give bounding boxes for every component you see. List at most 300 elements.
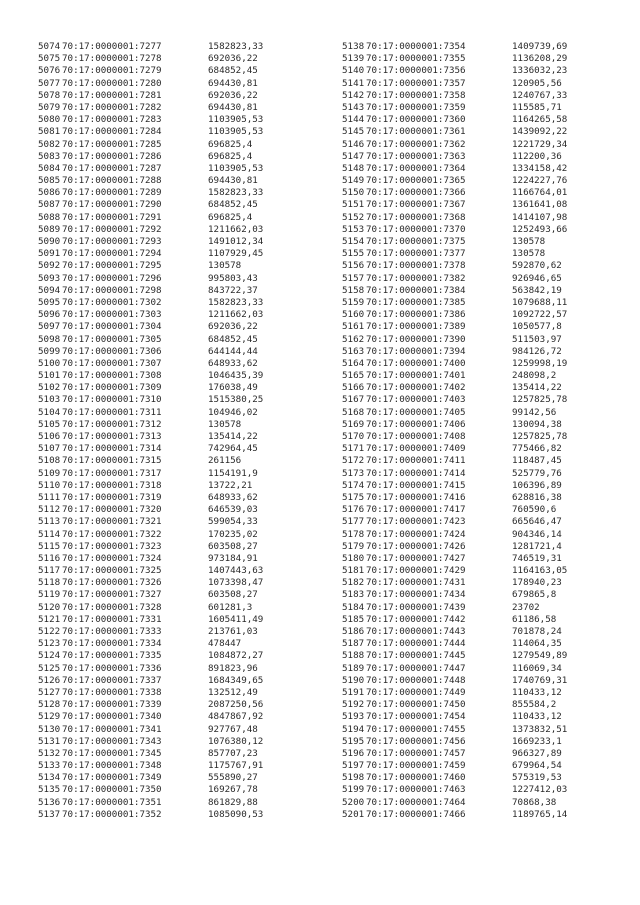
cadastral-number: 70:17:0000001:7336 bbox=[62, 662, 162, 674]
cadastral-value: 599054,33 bbox=[208, 516, 258, 528]
row-number: 5128 bbox=[38, 699, 61, 711]
cadastral-number: 70:17:0000001:7460 bbox=[366, 772, 466, 784]
cadastral-number: 70:17:0000001:7442 bbox=[366, 613, 466, 625]
row-number: 5183 bbox=[342, 589, 365, 601]
cadastral-value: 248098,2 bbox=[512, 370, 557, 382]
row-number: 5108 bbox=[38, 455, 61, 467]
row-number: 5184 bbox=[342, 601, 365, 613]
row-number: 5100 bbox=[38, 357, 61, 369]
table-row bbox=[342, 163, 567, 175]
table-row bbox=[342, 382, 567, 394]
table-row bbox=[38, 321, 263, 333]
row-number: 5190 bbox=[342, 674, 365, 686]
cadastral-number: 70:17:0000001:7277 bbox=[62, 41, 162, 52]
table-row bbox=[342, 187, 567, 199]
table-row bbox=[38, 687, 263, 699]
cadastral-number: 70:17:0000001:7464 bbox=[366, 796, 466, 808]
row-number: 5081 bbox=[38, 126, 61, 138]
cadastral-value: 1257825,78 bbox=[512, 431, 568, 442]
cadastral-number: 70:17:0000001:7283 bbox=[62, 114, 162, 126]
cadastral-value: 110433,12 bbox=[512, 711, 562, 723]
table-row bbox=[342, 346, 567, 358]
cadastral-value: 1154191,9 bbox=[208, 467, 258, 479]
table-row bbox=[38, 553, 263, 565]
table-row bbox=[38, 797, 263, 809]
cadastral-value: 1407443,63 bbox=[208, 565, 264, 577]
table-row bbox=[38, 468, 263, 480]
cadastral-number: 70:17:0000001:7312 bbox=[62, 418, 162, 430]
row-number: 5182 bbox=[342, 577, 365, 589]
cadastral-value: 115585,71 bbox=[512, 101, 562, 113]
cadastral-number: 70:17:0000001:7331 bbox=[62, 613, 162, 625]
table-row bbox=[38, 626, 263, 638]
table-row bbox=[342, 114, 567, 126]
table-row bbox=[38, 248, 263, 260]
cadastral-value: 135414,22 bbox=[512, 382, 562, 394]
table-row bbox=[342, 334, 567, 346]
cadastral-value: 1281721,4 bbox=[512, 540, 562, 552]
row-number: 5125 bbox=[38, 662, 61, 674]
table-row bbox=[342, 577, 567, 589]
row-number: 5080 bbox=[38, 114, 61, 126]
cadastral-value: 648933,62 bbox=[208, 357, 258, 369]
cadastral-value: 995803,43 bbox=[208, 272, 258, 284]
cadastral-value: 1084872,27 bbox=[208, 650, 264, 662]
table-row bbox=[342, 602, 567, 614]
row-number: 5151 bbox=[342, 199, 365, 211]
cadastral-value: 104946,02 bbox=[208, 406, 258, 418]
cadastral-value: 1073398,47 bbox=[208, 577, 264, 589]
table-row bbox=[342, 394, 567, 406]
row-number: 5154 bbox=[342, 236, 365, 247]
row-number: 5179 bbox=[342, 540, 365, 552]
cadastral-number: 70:17:0000001:7417 bbox=[366, 504, 466, 516]
table-row bbox=[342, 419, 567, 431]
cadastral-value: 843722,37 bbox=[208, 284, 258, 296]
cadastral-number: 70:17:0000001:7448 bbox=[366, 674, 466, 686]
cadastral-number: 70:17:0000001:7411 bbox=[366, 455, 466, 467]
cadastral-value: 1224227,76 bbox=[512, 175, 568, 187]
table-row bbox=[38, 638, 263, 650]
cadastral-number: 70:17:0000001:7293 bbox=[62, 236, 162, 247]
row-number: 5091 bbox=[38, 248, 61, 260]
cadastral-number: 70:17:0000001:7309 bbox=[62, 382, 162, 394]
cadastral-number: 70:17:0000001:7444 bbox=[366, 638, 466, 650]
row-number: 5139 bbox=[342, 53, 365, 65]
cadastral-number: 70:17:0000001:7368 bbox=[366, 211, 466, 223]
cadastral-number: 70:17:0000001:7427 bbox=[366, 552, 466, 564]
table-row bbox=[38, 443, 263, 455]
cadastral-value: 120905,56 bbox=[512, 77, 562, 89]
row-number: 5113 bbox=[38, 516, 61, 528]
table-row bbox=[342, 41, 567, 53]
cadastral-number: 70:17:0000001:7327 bbox=[62, 589, 162, 601]
cadastral-number: 70:17:0000001:7318 bbox=[62, 479, 162, 491]
cadastral-value: 692036,22 bbox=[208, 321, 258, 333]
cadastral-number: 70:17:0000001:7402 bbox=[366, 382, 466, 394]
cadastral-value: 1092722,57 bbox=[512, 309, 568, 321]
cadastral-number: 70:17:0000001:7362 bbox=[366, 138, 466, 150]
table-row bbox=[38, 236, 263, 248]
row-number: 5169 bbox=[342, 418, 365, 430]
cadastral-value: 1257825,78 bbox=[512, 394, 568, 406]
cadastral-value: 130578 bbox=[512, 236, 546, 247]
cadastral-number: 70:17:0000001:7443 bbox=[366, 626, 466, 637]
cadastral-value: 116069,34 bbox=[512, 662, 562, 674]
cadastral-value: 114064,35 bbox=[512, 638, 562, 650]
cadastral-number: 70:17:0000001:7294 bbox=[62, 248, 162, 260]
cadastral-value: 130094,38 bbox=[512, 418, 562, 430]
table-row bbox=[38, 699, 263, 711]
row-number: 5168 bbox=[342, 406, 365, 418]
table-row bbox=[38, 224, 263, 236]
cadastral-value: 563842,19 bbox=[512, 284, 562, 296]
cadastral-number: 70:17:0000001:7365 bbox=[366, 175, 466, 187]
cadastral-value: 701878,24 bbox=[512, 626, 562, 637]
row-number: 5074 bbox=[38, 41, 61, 52]
cadastral-value: 696825,4 bbox=[208, 150, 253, 162]
cadastral-value: 1103905,53 bbox=[208, 162, 264, 174]
table-row bbox=[38, 212, 263, 224]
row-number: 5150 bbox=[342, 187, 365, 199]
row-number: 5174 bbox=[342, 479, 365, 491]
table-row bbox=[38, 309, 263, 321]
row-number: 5177 bbox=[342, 516, 365, 528]
row-number: 5185 bbox=[342, 613, 365, 625]
table-row bbox=[38, 724, 263, 736]
cadastral-number: 70:17:0000001:7439 bbox=[366, 601, 466, 613]
cadastral-number: 70:17:0000001:7390 bbox=[366, 333, 466, 345]
cadastral-value: 742964,45 bbox=[208, 443, 258, 455]
table-row bbox=[38, 260, 263, 272]
row-number: 5089 bbox=[38, 223, 61, 235]
cadastral-value: 555890,27 bbox=[208, 772, 258, 784]
table-row bbox=[38, 151, 263, 163]
cadastral-number: 70:17:0000001:7334 bbox=[62, 638, 162, 650]
cadastral-value: 130578 bbox=[208, 260, 242, 272]
row-number: 5129 bbox=[38, 711, 61, 723]
cadastral-value: 170235,02 bbox=[208, 528, 258, 540]
table-row bbox=[38, 772, 263, 784]
cadastral-value: 1221729,34 bbox=[512, 138, 568, 150]
table-row bbox=[38, 602, 263, 614]
cadastral-number: 70:17:0000001:7308 bbox=[62, 370, 162, 382]
cadastral-value: 855584,2 bbox=[512, 699, 557, 711]
row-number: 5119 bbox=[38, 589, 61, 601]
cadastral-number: 70:17:0000001:7455 bbox=[366, 723, 466, 735]
cadastral-value: 1439092,22 bbox=[512, 126, 568, 138]
table-row bbox=[342, 589, 567, 601]
table-row bbox=[38, 504, 263, 516]
cadastral-value: 99142,56 bbox=[512, 406, 557, 418]
cadastral-value: 1279549,89 bbox=[512, 650, 568, 662]
row-number: 5192 bbox=[342, 699, 365, 711]
row-number: 5096 bbox=[38, 309, 61, 321]
cadastral-number: 70:17:0000001:7378 bbox=[366, 260, 466, 272]
cadastral-number: 70:17:0000001:7321 bbox=[62, 516, 162, 528]
row-number: 5140 bbox=[342, 65, 365, 77]
cadastral-value: 966327,89 bbox=[512, 747, 562, 759]
cadastral-number: 70:17:0000001:7303 bbox=[62, 309, 162, 321]
cadastral-value: 904346,14 bbox=[512, 528, 562, 540]
cadastral-value: 1189765,14 bbox=[512, 808, 568, 820]
cadastral-value: 110433,12 bbox=[512, 686, 562, 698]
left-column bbox=[38, 41, 263, 821]
cadastral-value: 760590,6 bbox=[512, 504, 557, 516]
row-number: 5173 bbox=[342, 467, 365, 479]
row-number: 5166 bbox=[342, 382, 365, 394]
table-row bbox=[342, 650, 567, 662]
row-number: 5109 bbox=[38, 467, 61, 479]
cadastral-value: 1684349,65 bbox=[208, 674, 264, 686]
cadastral-number: 70:17:0000001:7354 bbox=[366, 41, 466, 52]
table-row bbox=[38, 394, 263, 406]
table-row bbox=[38, 809, 263, 821]
row-number: 5120 bbox=[38, 601, 61, 613]
cadastral-value: 1164265,58 bbox=[512, 114, 568, 126]
table-row bbox=[342, 663, 567, 675]
cadastral-value: 118487,45 bbox=[512, 455, 562, 467]
cadastral-number: 70:17:0000001:7431 bbox=[366, 577, 466, 589]
cadastral-value: 684852,45 bbox=[208, 65, 258, 77]
cadastral-value: 1240767,33 bbox=[512, 89, 568, 101]
cadastral-number: 70:17:0000001:7403 bbox=[366, 394, 466, 406]
cadastral-value: 628816,38 bbox=[512, 491, 562, 503]
table-row bbox=[38, 565, 263, 577]
table-row bbox=[342, 309, 567, 321]
row-number: 5167 bbox=[342, 394, 365, 406]
cadastral-value: 511503,97 bbox=[512, 333, 562, 345]
table-row bbox=[342, 699, 567, 711]
cadastral-value: 1605411,49 bbox=[208, 613, 264, 625]
cadastral-value: 692036,22 bbox=[208, 53, 258, 65]
cadastral-number: 70:17:0000001:7323 bbox=[62, 540, 162, 552]
row-number: 5118 bbox=[38, 577, 61, 589]
cadastral-number: 70:17:0000001:7360 bbox=[366, 114, 466, 126]
cadastral-number: 70:17:0000001:7351 bbox=[62, 796, 162, 808]
table-row bbox=[342, 175, 567, 187]
table-row bbox=[342, 285, 567, 297]
cadastral-number: 70:17:0000001:7386 bbox=[366, 309, 466, 321]
row-number: 5095 bbox=[38, 296, 61, 308]
row-number: 5126 bbox=[38, 674, 61, 686]
row-number: 5170 bbox=[342, 431, 365, 442]
table-row bbox=[38, 102, 263, 114]
cadastral-value: 478447 bbox=[208, 638, 242, 650]
table-row bbox=[38, 589, 263, 601]
table-row bbox=[342, 297, 567, 309]
row-number: 5145 bbox=[342, 126, 365, 138]
cadastral-number: 70:17:0000001:7423 bbox=[366, 516, 466, 528]
cadastral-value: 1211662,03 bbox=[208, 309, 264, 321]
table-row bbox=[38, 748, 263, 760]
cadastral-number: 70:17:0000001:7366 bbox=[366, 187, 466, 199]
table-row bbox=[38, 175, 263, 187]
table-row bbox=[342, 212, 567, 224]
row-number: 5176 bbox=[342, 504, 365, 516]
row-number: 5147 bbox=[342, 150, 365, 162]
cadastral-number: 70:17:0000001:7284 bbox=[62, 126, 162, 138]
row-number: 5157 bbox=[342, 272, 365, 284]
row-number: 5112 bbox=[38, 504, 61, 516]
cadastral-number: 70:17:0000001:7409 bbox=[366, 443, 466, 455]
cadastral-value: 1361641,08 bbox=[512, 199, 568, 211]
cadastral-value: 679964,54 bbox=[512, 760, 562, 772]
table-row bbox=[38, 711, 263, 723]
cadastral-number: 70:17:0000001:7405 bbox=[366, 406, 466, 418]
cadastral-value: 112200,36 bbox=[512, 150, 562, 162]
cadastral-value: 1582823,33 bbox=[208, 296, 264, 308]
cadastral-value: 1079688,11 bbox=[512, 296, 568, 308]
table-row bbox=[342, 358, 567, 370]
table-row bbox=[342, 126, 567, 138]
cadastral-number: 70:17:0000001:7363 bbox=[366, 150, 466, 162]
cadastral-value: 130578 bbox=[208, 418, 242, 430]
row-number: 5180 bbox=[342, 552, 365, 564]
row-number: 5078 bbox=[38, 89, 61, 101]
cadastral-value: 61186,58 bbox=[512, 613, 557, 625]
table-row bbox=[342, 199, 567, 211]
row-number: 5196 bbox=[342, 747, 365, 759]
row-number: 5107 bbox=[38, 443, 61, 455]
cadastral-value: 1166764,01 bbox=[512, 187, 568, 199]
row-number: 5187 bbox=[342, 638, 365, 650]
cadastral-value: 857707,23 bbox=[208, 747, 258, 759]
cadastral-number: 70:17:0000001:7288 bbox=[62, 175, 162, 187]
cadastral-number: 70:17:0000001:7415 bbox=[366, 479, 466, 491]
cadastral-number: 70:17:0000001:7278 bbox=[62, 53, 162, 65]
row-number: 5134 bbox=[38, 772, 61, 784]
row-number: 5142 bbox=[342, 89, 365, 101]
row-number: 5087 bbox=[38, 199, 61, 211]
row-number: 5123 bbox=[38, 638, 61, 650]
cadastral-value: 4847867,92 bbox=[208, 711, 264, 723]
table-row bbox=[342, 553, 567, 565]
cadastral-value: 1582823,33 bbox=[208, 41, 264, 52]
table-row bbox=[38, 139, 263, 151]
cadastral-value: 2087250,56 bbox=[208, 699, 264, 711]
row-number: 5084 bbox=[38, 162, 61, 174]
cadastral-value: 603508,27 bbox=[208, 540, 258, 552]
row-number: 5146 bbox=[342, 138, 365, 150]
cadastral-number: 70:17:0000001:7356 bbox=[366, 65, 466, 77]
cadastral-value: 1164163,05 bbox=[512, 565, 568, 577]
table-row bbox=[342, 614, 567, 626]
row-number: 5092 bbox=[38, 260, 61, 272]
table-row bbox=[342, 541, 567, 553]
row-number: 5135 bbox=[38, 784, 61, 796]
row-number: 5197 bbox=[342, 760, 365, 772]
table-row bbox=[38, 199, 263, 211]
row-number: 5104 bbox=[38, 406, 61, 418]
cadastral-value: 1107929,45 bbox=[208, 248, 264, 260]
cadastral-number: 70:17:0000001:7459 bbox=[366, 760, 466, 772]
cadastral-number: 70:17:0000001:7281 bbox=[62, 89, 162, 101]
row-number: 5175 bbox=[342, 491, 365, 503]
row-number: 5160 bbox=[342, 309, 365, 321]
cadastral-value: 679865,8 bbox=[512, 589, 557, 601]
table-row bbox=[38, 516, 263, 528]
cadastral-value: 1334158,42 bbox=[512, 162, 568, 174]
row-number: 5106 bbox=[38, 431, 61, 442]
table-row bbox=[342, 431, 567, 443]
table-row bbox=[342, 65, 567, 77]
table-row bbox=[38, 675, 263, 687]
row-number: 5199 bbox=[342, 784, 365, 796]
table-row bbox=[38, 187, 263, 199]
table-row bbox=[342, 772, 567, 784]
row-number: 5083 bbox=[38, 150, 61, 162]
table-row bbox=[342, 784, 567, 796]
cadastral-number: 70:17:0000001:7361 bbox=[366, 126, 466, 138]
row-number: 5102 bbox=[38, 382, 61, 394]
table-row bbox=[342, 90, 567, 102]
cadastral-number: 70:17:0000001:7341 bbox=[62, 723, 162, 735]
row-number: 5164 bbox=[342, 357, 365, 369]
table-row bbox=[342, 443, 567, 455]
row-number: 5114 bbox=[38, 528, 61, 540]
row-number: 5172 bbox=[342, 455, 365, 467]
row-number: 5097 bbox=[38, 321, 61, 333]
cadastral-value: 665646,47 bbox=[512, 516, 562, 528]
row-number: 5148 bbox=[342, 162, 365, 174]
table-row bbox=[342, 78, 567, 90]
cadastral-number: 70:17:0000001:7447 bbox=[366, 662, 466, 674]
row-number: 5090 bbox=[38, 236, 61, 247]
cadastral-value: 1409739,69 bbox=[512, 41, 568, 52]
table-row bbox=[342, 102, 567, 114]
row-number: 5086 bbox=[38, 187, 61, 199]
table-row bbox=[342, 407, 567, 419]
cadastral-value: 601281,3 bbox=[208, 601, 253, 613]
cadastral-number: 70:17:0000001:7367 bbox=[366, 199, 466, 211]
row-number: 5111 bbox=[38, 491, 61, 503]
cadastral-number: 70:17:0000001:7414 bbox=[366, 467, 466, 479]
row-number: 5127 bbox=[38, 686, 61, 698]
table-row bbox=[38, 90, 263, 102]
table-row bbox=[342, 675, 567, 687]
table-row bbox=[342, 638, 567, 650]
table-row bbox=[342, 760, 567, 772]
cadastral-value: 1740769,31 bbox=[512, 674, 568, 686]
table-row bbox=[342, 516, 567, 528]
cadastral-number: 70:17:0000001:7370 bbox=[366, 223, 466, 235]
table-row bbox=[342, 687, 567, 699]
table-row bbox=[342, 321, 567, 333]
cadastral-number: 70:17:0000001:7326 bbox=[62, 577, 162, 589]
row-number: 5098 bbox=[38, 333, 61, 345]
row-number: 5105 bbox=[38, 418, 61, 430]
row-number: 5159 bbox=[342, 296, 365, 308]
row-number: 5188 bbox=[342, 650, 365, 662]
cadastral-number: 70:17:0000001:7280 bbox=[62, 77, 162, 89]
table-row bbox=[342, 468, 567, 480]
row-number: 5162 bbox=[342, 333, 365, 345]
row-number: 5082 bbox=[38, 138, 61, 150]
table-row bbox=[38, 297, 263, 309]
row-number: 5144 bbox=[342, 114, 365, 126]
table-row bbox=[342, 748, 567, 760]
row-number: 5161 bbox=[342, 321, 365, 333]
cadastral-number: 70:17:0000001:7416 bbox=[366, 491, 466, 503]
table-row bbox=[38, 41, 263, 53]
cadastral-value: 1211662,03 bbox=[208, 223, 264, 235]
row-number: 5075 bbox=[38, 53, 61, 65]
table-row bbox=[342, 492, 567, 504]
cadastral-value: 696825,4 bbox=[208, 138, 253, 150]
cadastral-value: 1103905,53 bbox=[208, 114, 264, 126]
row-number: 5158 bbox=[342, 284, 365, 296]
